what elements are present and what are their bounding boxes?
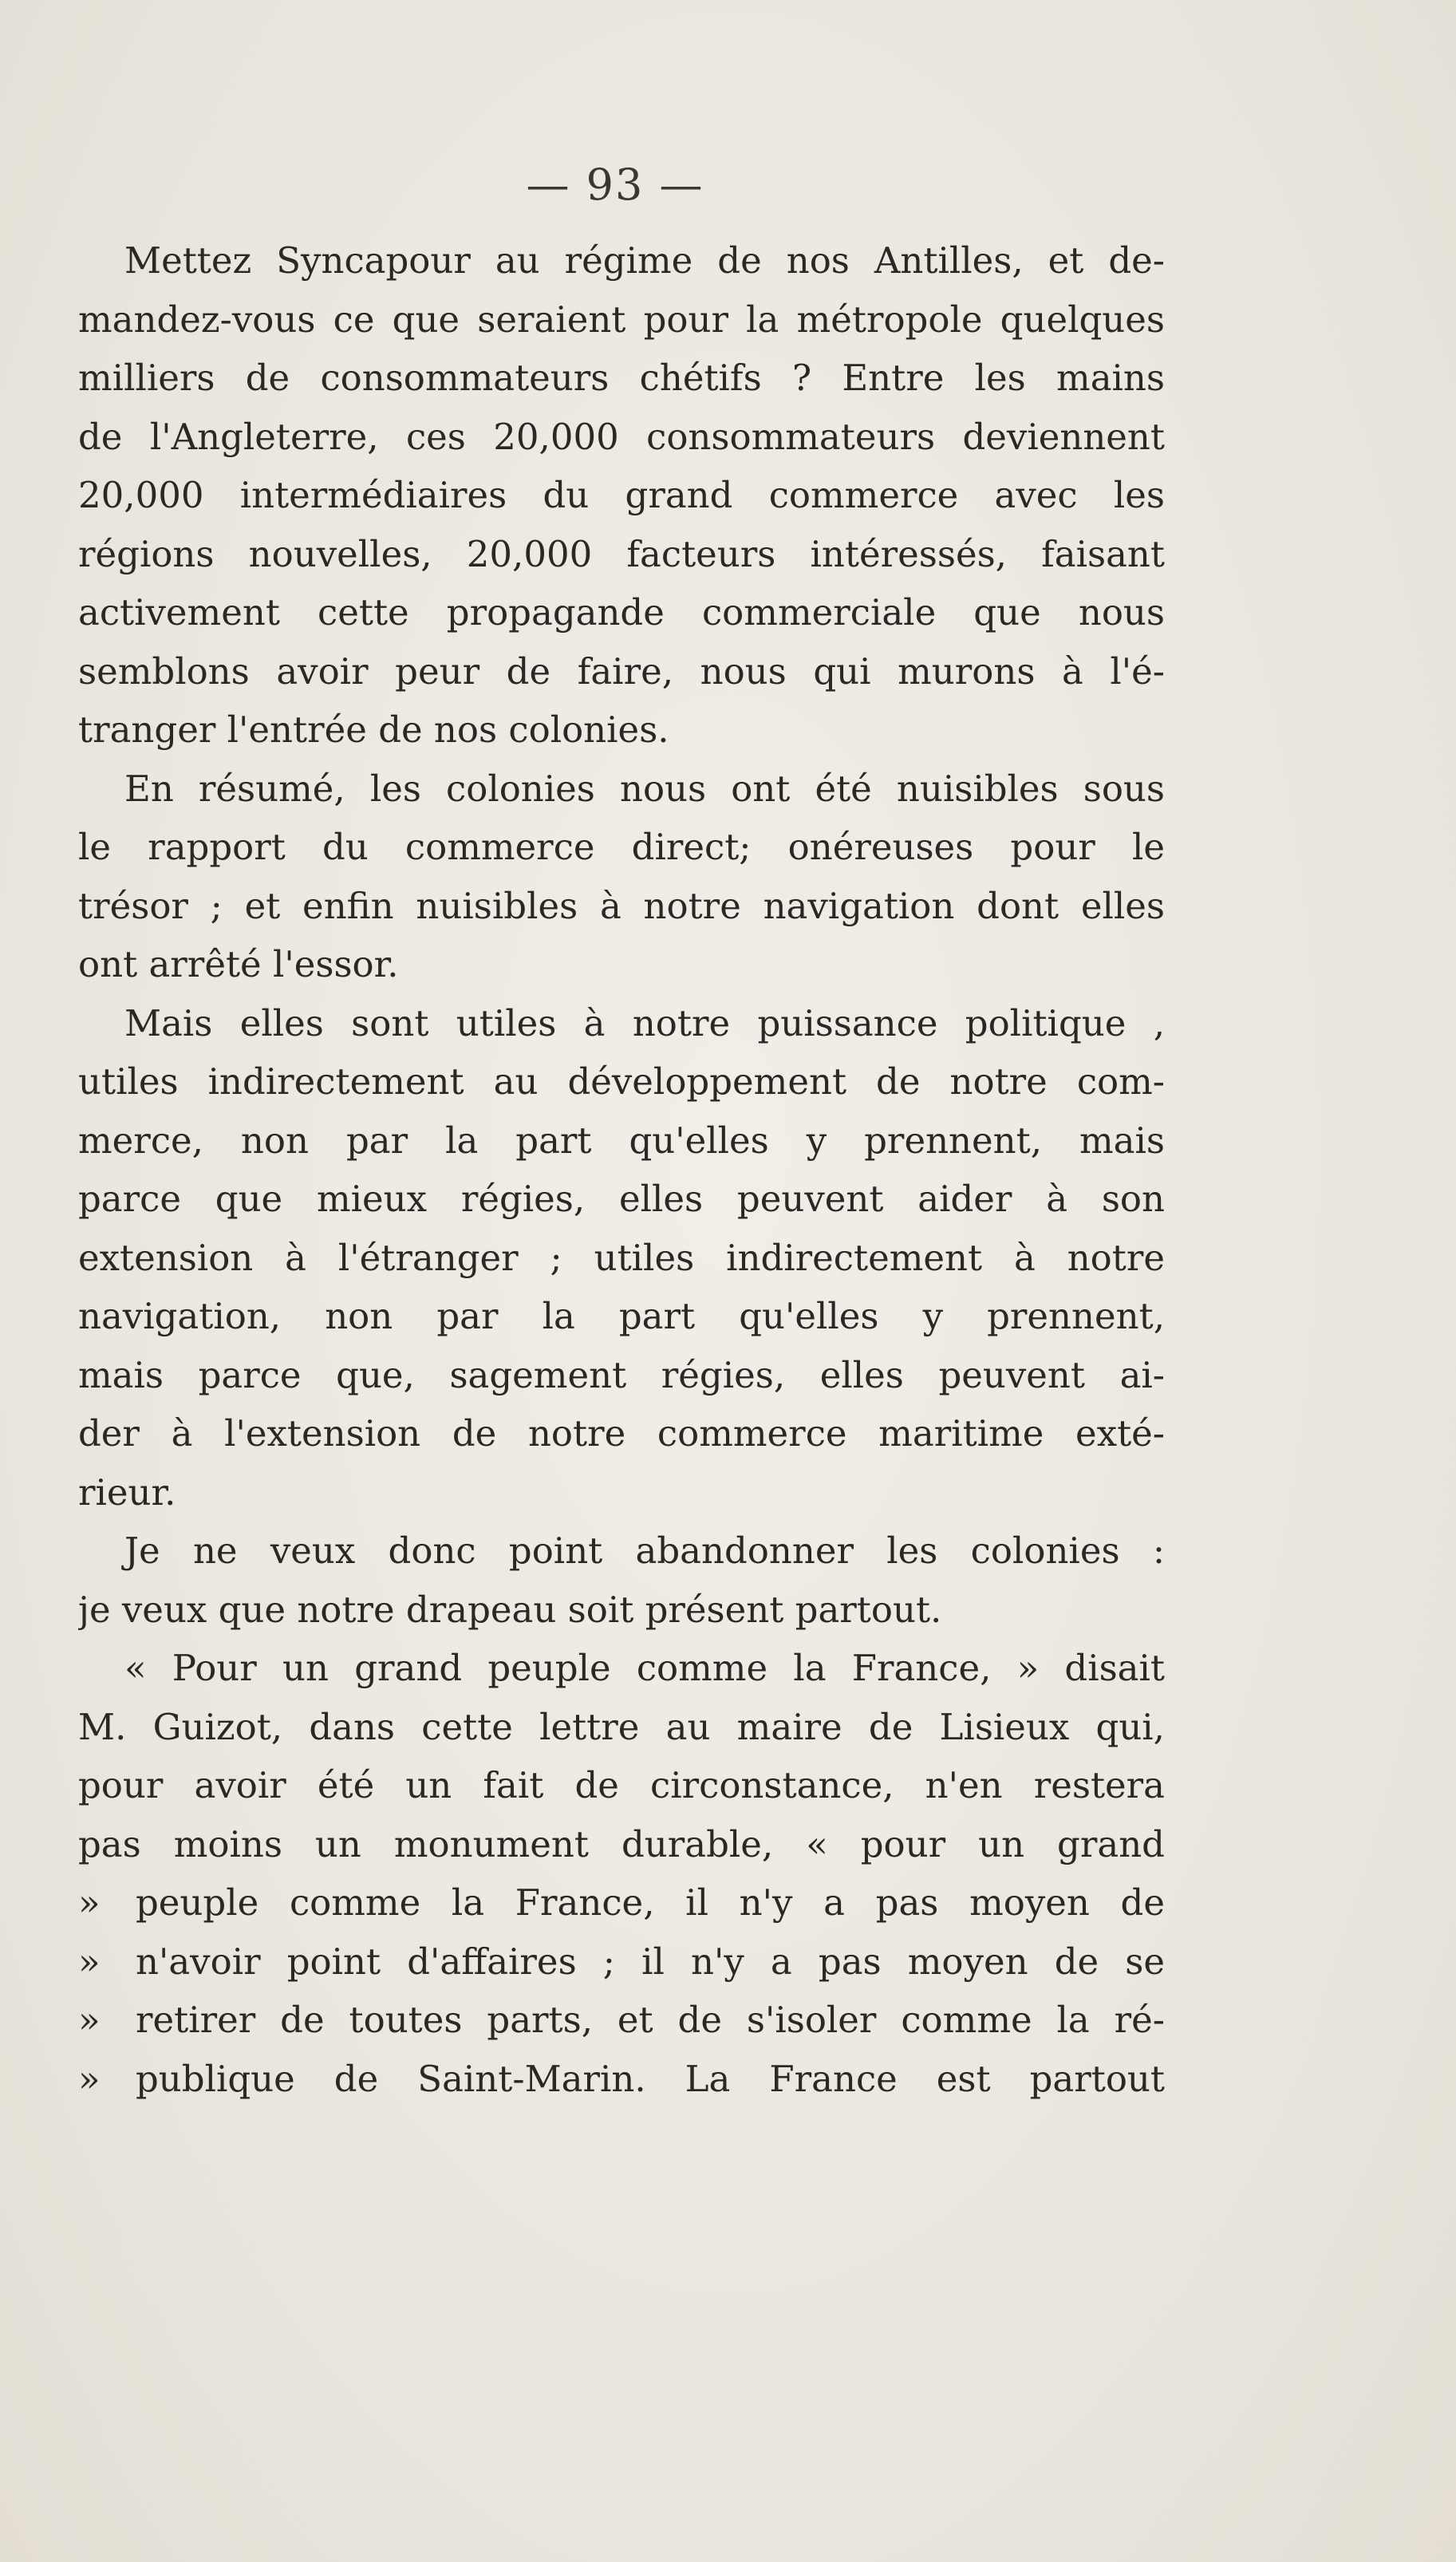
quoted-line	[78, 2050, 1165, 2109]
text-line: utiles indirectement au développement de notre com-	[78, 1060, 1165, 1103]
text-line: activement cette propagande commerciale que nous	[78, 591, 1165, 634]
text-line: parce que mieux régies, elles peuvent aider à son	[78, 1178, 1165, 1220]
quote-mark: »	[78, 1999, 101, 2041]
text-line: Mettez Syncapour au régime de nos Antilles, et de-	[124, 239, 1165, 282]
text-line: trésor ; et enfin nuisibles à notre navigation dont elles	[78, 884, 1165, 927]
text-line: tranger l'entrée de nos colonies.	[78, 709, 669, 751]
text-line: ont arrêté l'essor.	[78, 943, 399, 985]
text-line: der à l'extension de notre commerce maritime exté-	[78, 1412, 1165, 1455]
quoted-text: publique de Saint-Marin. La France est partout	[136, 2057, 1165, 2100]
text-line: pas moins un monument durable, « pour un grand	[78, 1822, 1165, 1865]
text-line: 20,000 intermédiaires du grand commerce avec les	[78, 474, 1165, 516]
text-line: M. Guizot, dans cette lettre au maire de Lisieux qui,	[78, 1705, 1165, 1748]
text-line: pour avoir été un fait de circonstance, n'en restera	[78, 1764, 1165, 1806]
quote-mark: »	[78, 2057, 101, 2100]
text-line: le rapport du commerce direct; onéreuses pour le	[78, 826, 1165, 868]
text-line: milliers de consommateurs chétifs ? Entre les mains	[78, 357, 1165, 399]
text-line: rieur.	[78, 1470, 176, 1514]
text-line: Mais elles sont utiles à notre puissance politique ,	[124, 1001, 1165, 1044]
quoted-line	[78, 1873, 1165, 1932]
text-line: mandez-vous ce que seraient pour la métropole quelques	[78, 298, 1165, 341]
quoted-text: peuple comme la France, il n'y a pas moyen de	[136, 1881, 1165, 1924]
text-line: extension à l'étranger ; utiles indirectement à notre	[78, 1236, 1165, 1279]
body-text	[78, 231, 1165, 2108]
text-line: mais parce que, sagement régies, elles peuvent ai-	[78, 1353, 1165, 1396]
page-number: — 93 —	[526, 160, 704, 210]
text-line: Je ne veux donc point abandonner les colonies :	[124, 1530, 1165, 1572]
quoted-text: retirer de toutes parts, et de s'isoler comme la ré-	[136, 1999, 1165, 2041]
text-line: semblons avoir peur de faire, nous qui murons à l'é-	[78, 649, 1165, 693]
quoted-line	[78, 1932, 1165, 1992]
text-line: je veux que notre drapeau soit présent partout.	[78, 1588, 942, 1631]
text-line: « Pour un grand peuple comme la France, » disait	[124, 1647, 1165, 1689]
quote-mark: »	[78, 1940, 101, 1983]
quoted-line	[78, 1991, 1165, 2050]
text-line: régions nouvelles, 20,000 facteurs intéressés, faisant	[78, 532, 1165, 575]
text-line: merce, non par la part qu'elles y prennent, mais	[78, 1119, 1165, 1162]
text-line: navigation, non par la part qu'elles y prennent,	[78, 1295, 1165, 1337]
quote-mark: »	[78, 1881, 101, 1924]
text-line: En résumé, les colonies nous ont été nuisibles sous	[124, 767, 1165, 810]
quoted-text: n'avoir point d'affaires ; il n'y a pas moyen de se	[136, 1940, 1165, 1983]
text-line: de l'Angleterre, ces 20,000 consommateurs deviennent	[78, 415, 1165, 458]
